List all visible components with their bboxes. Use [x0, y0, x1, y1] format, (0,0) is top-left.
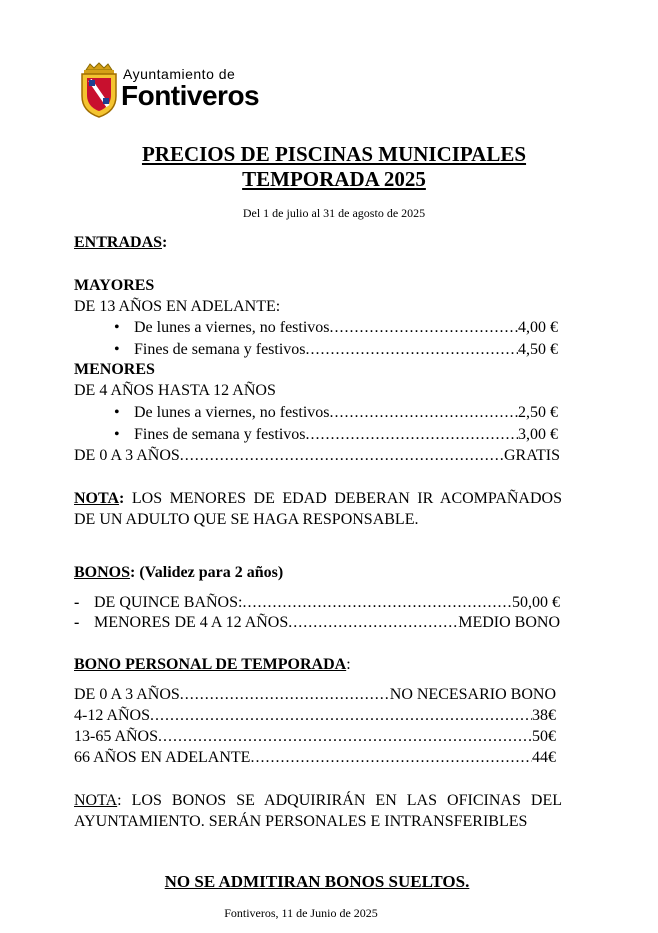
dash-icon: -: [74, 614, 80, 631]
bono-personal-heading: BONO PERSONAL DE TEMPORADA:: [74, 656, 351, 673]
mayores-heading: MAYORES: [74, 277, 155, 294]
price-row: De lunes a viernes, no festivos ..... 2,50 €: [134, 403, 558, 423]
price-row: Fines de semana y festivos ..... 4,50 €: [134, 340, 558, 360]
bonos-heading: BONOS: (Validez para 2 años): [74, 564, 284, 581]
price-row: Fines de semana y festivos ..... 3,00 €: [134, 425, 558, 445]
date-range: Del 1 de julio al 31 de agosto de 2025: [242, 206, 426, 220]
price-row: DE QUINCE BAÑOS: ..... 50,00 €: [94, 593, 560, 613]
bullet-icon: •: [114, 404, 120, 421]
entradas-heading: ENTRADAS:: [74, 234, 168, 251]
menores-subheading: DE 4 AÑOS HASTA 12 AÑOS: [74, 382, 276, 399]
bullet-icon: •: [114, 341, 120, 358]
page-title-line-1: PRECIOS DE PISCINAS MUNICIPALES: [141, 142, 527, 166]
bullet-icon: •: [114, 426, 120, 443]
menores-heading: MENORES: [74, 361, 155, 378]
logo-title: Fontiveros: [121, 80, 260, 111]
bullet-icon: •: [114, 319, 120, 336]
price-row: 4-12 AÑOS ..... 38€: [74, 706, 556, 726]
signature-date: Fontiveros, 11 de Junio de 2025: [224, 906, 378, 920]
coat-of-arms-icon: [78, 62, 120, 118]
price-row: DE 0 A 3 AÑOS ..... NO NECESARIO BONO: [74, 685, 556, 705]
nota-bonos: NOTA: LOS BONOS SE ADQUIRIRÁN EN LAS OFICINAS DEL AYUNTAMIENTO. SERÁN PERSONALES E INTRANSFERIBLES: [74, 792, 562, 830]
price-row: DE 0 A 3 AÑOS ..... GRATIS: [74, 446, 560, 466]
mayores-subheading: DE 13 AÑOS EN ADELANTE:: [74, 298, 281, 315]
logo-subtitle: Ayuntamiento de: [123, 66, 236, 82]
dash-icon: -: [74, 594, 80, 611]
footer-warning: NO SE ADMITIRAN BONOS SUELTOS.: [164, 872, 470, 891]
price-row: De lunes a viernes, no festivos ..... 4,00 €: [134, 318, 558, 338]
ayuntamiento-logo: [78, 62, 278, 118]
page-title-line-2: TEMPORADA 2025: [242, 167, 426, 191]
price-row: MENORES DE 4 A 12 AÑOS ..... MEDIO BONO: [94, 613, 560, 633]
price-row: 66 AÑOS EN ADELANTE ..... 44€: [74, 748, 556, 768]
nota-menores: NOTA: LOS MENORES DE EDAD DEBERAN IR ACOMPAÑADOS DE UN ADULTO QUE SE HAGA RESPONSABLE.: [74, 490, 562, 528]
price-row: 13-65 AÑOS ..... 50€: [74, 727, 556, 747]
